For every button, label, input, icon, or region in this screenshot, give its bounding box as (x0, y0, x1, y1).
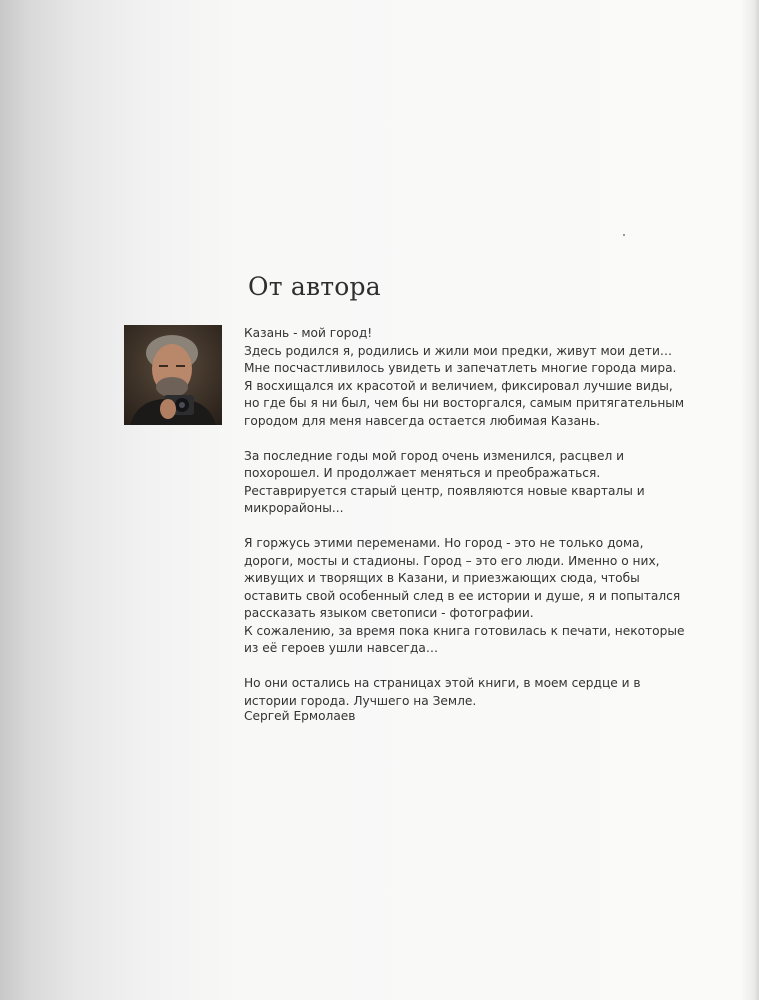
paragraph-3 (244, 535, 714, 658)
text-line: городом для меня навсегда остается любимая Казань. (244, 413, 600, 428)
text-line: из её героев ушли навсегда… (244, 641, 439, 655)
text-line: За последние годы мой город очень изменился, расцвел и (244, 448, 625, 463)
text-line: похорошел. И продолжает меняться и преображаться. (244, 466, 601, 480)
author-foreword-text (244, 325, 714, 728)
text-line: Я горжусь этими переменами. Но город - это не только дома, (244, 536, 644, 550)
print-speck (623, 234, 625, 236)
text-line: Мне посчастливилось увидеть и запечатлеть многие города мира. (244, 361, 677, 375)
text-line: К сожалению, за время пока книга готовилась к печати, некоторые (244, 623, 685, 638)
text-line: живущих и творящих в Казани, и приезжающих сюда, чтобы (244, 571, 640, 585)
text-line: Я восхищался их красотой и величием, фиксировал лучшие виды, (244, 378, 673, 393)
paragraph-4 (244, 675, 714, 710)
text-line: рассказать языком светописи - фотографии. (244, 606, 534, 620)
text-line: оставить свой особенный след в ее истории и душе, я и попытался (244, 588, 681, 603)
text-line: микрорайоны... (244, 501, 344, 515)
page-edge-shadow (741, 0, 759, 1000)
text-line: Реставрируется старый центр, появляются новые кварталы и (244, 483, 645, 498)
paragraph-2 (244, 448, 714, 518)
paragraph-1 (244, 325, 714, 430)
author-signature: Сергей Ермолаев (244, 709, 356, 723)
text-line: Здесь родился я, родились и жили мои предки, живут мои дети… (244, 343, 673, 358)
page-title: От автора (248, 272, 381, 301)
text-line: но где бы я ни был, чем бы ни восторгался, самым притягательным (244, 396, 685, 410)
text-line: Но они остались на страницах этой книги, в моем сердце и в (244, 676, 641, 690)
text-line: дороги, мосты и стадионы. Город – это его люди. Именно о них, (244, 553, 660, 568)
author-photo (124, 325, 222, 425)
text-line: Казань - мой город! (244, 326, 373, 340)
text-line: истории города. Лучшего на Земле. (244, 693, 477, 708)
